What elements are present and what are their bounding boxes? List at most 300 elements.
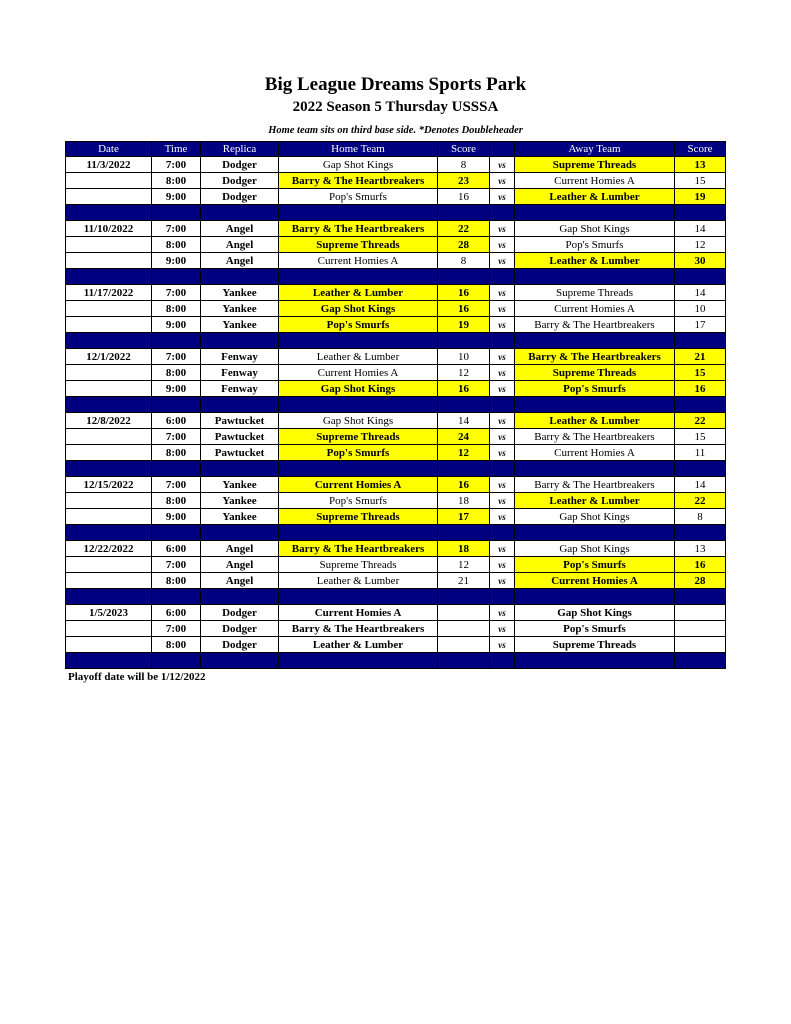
separator-cell <box>152 397 201 413</box>
away-team-cell: Leather & Lumber <box>515 413 675 429</box>
separator-cell <box>490 525 515 541</box>
vs-cell: vs <box>490 317 515 333</box>
separator-cell <box>66 333 152 349</box>
home-score-cell: 16 <box>438 301 490 317</box>
week-separator-row <box>66 269 726 285</box>
home-team-cell: Gap Shot Kings <box>279 157 438 173</box>
separator-cell <box>66 525 152 541</box>
away-score-cell: 14 <box>675 285 726 301</box>
week-separator-row <box>66 589 726 605</box>
home-score-cell: 18 <box>438 493 490 509</box>
away-score-cell: 15 <box>675 365 726 381</box>
home-score-cell <box>438 621 490 637</box>
game-replica-cell: Dodger <box>201 173 279 189</box>
home-team-cell: Supreme Threads <box>279 509 438 525</box>
away-team-cell: Pop's Smurfs <box>515 381 675 397</box>
away-team-cell: Supreme Threads <box>515 637 675 653</box>
separator-cell <box>152 205 201 221</box>
table-row <box>66 221 726 237</box>
separator-cell <box>279 269 438 285</box>
home-team-cell: Supreme Threads <box>279 429 438 445</box>
game-replica-cell: Dodger <box>201 637 279 653</box>
separator-cell <box>66 397 152 413</box>
vs-cell: vs <box>490 381 515 397</box>
game-time-cell: 9:00 <box>152 189 201 205</box>
schedule-body <box>66 157 726 669</box>
away-team-cell: Gap Shot Kings <box>515 605 675 621</box>
table-header-row <box>66 142 726 157</box>
game-time-cell: 7:00 <box>152 157 201 173</box>
separator-cell <box>438 333 490 349</box>
table-row <box>66 429 726 445</box>
separator-cell <box>515 397 675 413</box>
separator-cell <box>152 333 201 349</box>
table-row <box>66 285 726 301</box>
game-time-cell: 7:00 <box>152 557 201 573</box>
schedule-table <box>65 141 726 669</box>
game-replica-cell: Yankee <box>201 509 279 525</box>
separator-cell <box>66 589 152 605</box>
table-row <box>66 605 726 621</box>
game-time-cell: 8:00 <box>152 445 201 461</box>
column-header-home-score: Score <box>438 142 490 157</box>
home-team-cell: Barry & The Heartbreakers <box>279 541 438 557</box>
game-date-cell <box>66 493 152 509</box>
separator-cell <box>201 269 279 285</box>
away-score-cell: 28 <box>675 573 726 589</box>
column-header-replica: Replica <box>201 142 279 157</box>
home-score-cell: 24 <box>438 429 490 445</box>
home-team-cell: Gap Shot Kings <box>279 413 438 429</box>
home-team-cell: Barry & The Heartbreakers <box>279 621 438 637</box>
game-replica-cell: Yankee <box>201 477 279 493</box>
away-team-cell: Gap Shot Kings <box>515 541 675 557</box>
game-time-cell: 8:00 <box>152 365 201 381</box>
game-date-cell <box>66 189 152 205</box>
separator-cell <box>279 461 438 477</box>
game-time-cell: 7:00 <box>152 285 201 301</box>
game-time-cell: 8:00 <box>152 573 201 589</box>
game-date-cell <box>66 365 152 381</box>
game-time-cell: 6:00 <box>152 541 201 557</box>
game-time-cell: 8:00 <box>152 493 201 509</box>
away-score-cell: 22 <box>675 413 726 429</box>
vs-cell: vs <box>490 621 515 637</box>
separator-cell <box>675 653 726 669</box>
separator-cell <box>201 333 279 349</box>
separator-cell <box>152 525 201 541</box>
separator-cell <box>152 589 201 605</box>
vs-cell: vs <box>490 605 515 621</box>
game-replica-cell: Dodger <box>201 605 279 621</box>
vs-cell: vs <box>490 509 515 525</box>
separator-cell <box>152 653 201 669</box>
separator-cell <box>515 333 675 349</box>
away-team-cell: Barry & The Heartbreakers <box>515 477 675 493</box>
vs-cell: vs <box>490 477 515 493</box>
column-header-date: Date <box>66 142 152 157</box>
vs-cell: vs <box>490 445 515 461</box>
game-time-cell: 9:00 <box>152 317 201 333</box>
separator-cell <box>490 653 515 669</box>
game-replica-cell: Angel <box>201 573 279 589</box>
game-replica-cell: Yankee <box>201 285 279 301</box>
vs-cell: vs <box>490 413 515 429</box>
home-team-cell: Pop's Smurfs <box>279 493 438 509</box>
home-team-cell: Leather & Lumber <box>279 637 438 653</box>
table-row <box>66 173 726 189</box>
column-header-away-score: Score <box>675 142 726 157</box>
home-team-cell: Pop's Smurfs <box>279 317 438 333</box>
table-row <box>66 637 726 653</box>
vs-cell: vs <box>490 301 515 317</box>
game-date-cell <box>66 621 152 637</box>
game-date-cell: 11/10/2022 <box>66 221 152 237</box>
separator-cell <box>515 589 675 605</box>
column-header-away-team: Away Team <box>515 142 675 157</box>
game-replica-cell: Dodger <box>201 189 279 205</box>
vs-cell: vs <box>490 189 515 205</box>
game-time-cell: 8:00 <box>152 237 201 253</box>
separator-cell <box>438 269 490 285</box>
away-score-cell: 13 <box>675 541 726 557</box>
separator-cell <box>490 461 515 477</box>
separator-cell <box>438 653 490 669</box>
home-score-cell: 16 <box>438 189 490 205</box>
separator-cell <box>675 589 726 605</box>
home-team-cell: Supreme Threads <box>279 237 438 253</box>
away-team-cell: Supreme Threads <box>515 285 675 301</box>
game-time-cell: 8:00 <box>152 173 201 189</box>
away-team-cell: Gap Shot Kings <box>515 221 675 237</box>
separator-cell <box>201 653 279 669</box>
separator-cell <box>490 333 515 349</box>
separator-cell <box>279 205 438 221</box>
away-score-cell: 14 <box>675 477 726 493</box>
game-replica-cell: Fenway <box>201 349 279 365</box>
table-row <box>66 189 726 205</box>
away-score-cell: 16 <box>675 381 726 397</box>
away-team-cell: Current Homies A <box>515 301 675 317</box>
vs-cell: vs <box>490 173 515 189</box>
separator-cell <box>438 589 490 605</box>
game-time-cell: 7:00 <box>152 349 201 365</box>
away-score-cell: 22 <box>675 493 726 509</box>
separator-cell <box>438 397 490 413</box>
separator-cell <box>675 333 726 349</box>
home-team-cell: Gap Shot Kings <box>279 381 438 397</box>
game-date-cell <box>66 173 152 189</box>
away-team-cell: Current Homies A <box>515 445 675 461</box>
away-team-cell: Leather & Lumber <box>515 493 675 509</box>
vs-cell: vs <box>490 237 515 253</box>
home-score-cell: 16 <box>438 381 490 397</box>
separator-cell <box>201 205 279 221</box>
separator-cell <box>515 653 675 669</box>
game-replica-cell: Yankee <box>201 301 279 317</box>
vs-cell: vs <box>490 541 515 557</box>
table-row <box>66 157 726 173</box>
page-subtitle: 2022 Season 5 Thursday USSSA <box>292 99 499 115</box>
game-date-cell: 12/1/2022 <box>66 349 152 365</box>
away-score-cell: 15 <box>675 173 726 189</box>
away-team-cell: Supreme Threads <box>515 365 675 381</box>
away-team-cell: Pop's Smurfs <box>515 557 675 573</box>
game-replica-cell: Pawtucket <box>201 429 279 445</box>
home-team-cell: Current Homies A <box>279 477 438 493</box>
game-date-cell <box>66 381 152 397</box>
game-time-cell: 6:00 <box>152 605 201 621</box>
separator-cell <box>675 269 726 285</box>
game-date-cell <box>66 429 152 445</box>
separator-cell <box>675 525 726 541</box>
home-score-cell: 10 <box>438 349 490 365</box>
away-score-cell: 21 <box>675 349 726 365</box>
separator-cell <box>675 461 726 477</box>
away-score-cell: 12 <box>675 237 726 253</box>
home-team-cell: Leather & Lumber <box>279 285 438 301</box>
game-time-cell: 6:00 <box>152 413 201 429</box>
game-replica-cell: Dodger <box>201 621 279 637</box>
home-score-cell: 8 <box>438 157 490 173</box>
home-team-cell: Gap Shot Kings <box>279 301 438 317</box>
vs-cell: vs <box>490 221 515 237</box>
vs-cell: vs <box>490 365 515 381</box>
game-replica-cell: Yankee <box>201 317 279 333</box>
game-replica-cell: Angel <box>201 253 279 269</box>
table-row <box>66 621 726 637</box>
home-score-cell: 16 <box>438 477 490 493</box>
separator-cell <box>279 397 438 413</box>
table-row <box>66 301 726 317</box>
home-score-cell: 21 <box>438 573 490 589</box>
separator-cell <box>490 397 515 413</box>
home-score-cell <box>438 605 490 621</box>
separator-cell <box>490 269 515 285</box>
away-score-cell: 8 <box>675 509 726 525</box>
away-team-cell: Current Homies A <box>515 573 675 589</box>
separator-cell <box>515 269 675 285</box>
table-row <box>66 349 726 365</box>
separator-cell <box>490 205 515 221</box>
separator-cell <box>279 589 438 605</box>
table-row <box>66 477 726 493</box>
table-row <box>66 573 726 589</box>
separator-cell <box>201 589 279 605</box>
separator-cell <box>438 461 490 477</box>
vs-cell: vs <box>490 429 515 445</box>
separator-cell <box>66 653 152 669</box>
vs-cell: vs <box>490 493 515 509</box>
page-title: Big League Dreams Sports Park <box>264 74 527 95</box>
game-replica-cell: Angel <box>201 221 279 237</box>
table-row <box>66 541 726 557</box>
game-date-cell <box>66 237 152 253</box>
table-row <box>66 445 726 461</box>
table-row <box>66 557 726 573</box>
home-score-cell: 16 <box>438 285 490 301</box>
home-score-cell: 8 <box>438 253 490 269</box>
home-score-cell <box>438 637 490 653</box>
home-team-cell: Leather & Lumber <box>279 349 438 365</box>
away-team-cell: Barry & The Heartbreakers <box>515 429 675 445</box>
game-date-cell <box>66 509 152 525</box>
column-header-time: Time <box>152 142 201 157</box>
game-replica-cell: Fenway <box>201 381 279 397</box>
separator-cell <box>152 269 201 285</box>
game-date-cell: 11/17/2022 <box>66 285 152 301</box>
separator-cell <box>66 269 152 285</box>
game-replica-cell: Yankee <box>201 493 279 509</box>
separator-cell <box>515 461 675 477</box>
away-score-cell: 10 <box>675 301 726 317</box>
table-row <box>66 493 726 509</box>
away-score-cell: 14 <box>675 221 726 237</box>
away-score-cell: 15 <box>675 429 726 445</box>
vs-cell: vs <box>490 573 515 589</box>
game-replica-cell: Fenway <box>201 365 279 381</box>
week-separator-row <box>66 397 726 413</box>
home-team-cell: Current Homies A <box>279 605 438 621</box>
home-team-cell: Barry & The Heartbreakers <box>279 173 438 189</box>
home-score-cell: 18 <box>438 541 490 557</box>
separator-cell <box>279 525 438 541</box>
table-row <box>66 237 726 253</box>
separator-cell <box>438 205 490 221</box>
home-score-cell: 19 <box>438 317 490 333</box>
home-team-cell: Current Homies A <box>279 253 438 269</box>
game-time-cell: 7:00 <box>152 429 201 445</box>
game-replica-cell: Angel <box>201 237 279 253</box>
vs-cell: vs <box>490 285 515 301</box>
home-team-cell: Supreme Threads <box>279 557 438 573</box>
separator-cell <box>438 525 490 541</box>
game-date-cell <box>66 445 152 461</box>
separator-cell <box>201 397 279 413</box>
game-time-cell: 9:00 <box>152 253 201 269</box>
home-team-cell: Current Homies A <box>279 365 438 381</box>
away-score-cell <box>675 621 726 637</box>
game-time-cell: 9:00 <box>152 509 201 525</box>
game-time-cell: 7:00 <box>152 477 201 493</box>
away-team-cell: Barry & The Heartbreakers <box>515 349 675 365</box>
home-team-cell: Barry & The Heartbreakers <box>279 221 438 237</box>
week-separator-row <box>66 653 726 669</box>
game-date-cell <box>66 317 152 333</box>
away-score-cell: 13 <box>675 157 726 173</box>
column-header-home-team: Home Team <box>279 142 438 157</box>
vs-cell: vs <box>490 349 515 365</box>
game-date-cell: 1/5/2023 <box>66 605 152 621</box>
home-score-cell: 12 <box>438 557 490 573</box>
separator-cell <box>152 461 201 477</box>
separator-cell <box>66 205 152 221</box>
away-team-cell: Pop's Smurfs <box>515 237 675 253</box>
separator-cell <box>66 461 152 477</box>
table-row <box>66 317 726 333</box>
column-header-vs <box>490 142 515 157</box>
separator-cell <box>490 589 515 605</box>
home-team-cell: Pop's Smurfs <box>279 189 438 205</box>
game-date-cell: 12/22/2022 <box>66 541 152 557</box>
home-score-cell: 12 <box>438 365 490 381</box>
game-replica-cell: Angel <box>201 557 279 573</box>
game-date-cell: 11/3/2022 <box>66 157 152 173</box>
game-replica-cell: Dodger <box>201 157 279 173</box>
home-score-cell: 12 <box>438 445 490 461</box>
game-time-cell: 7:00 <box>152 621 201 637</box>
separator-cell <box>675 205 726 221</box>
away-team-cell: Barry & The Heartbreakers <box>515 317 675 333</box>
table-row <box>66 509 726 525</box>
home-score-cell: 14 <box>438 413 490 429</box>
game-date-cell: 12/8/2022 <box>66 413 152 429</box>
vs-cell: vs <box>490 557 515 573</box>
home-score-cell: 22 <box>438 221 490 237</box>
playoff-note: Playoff date will be 1/12/2022 <box>68 671 206 683</box>
table-row <box>66 381 726 397</box>
game-time-cell: 8:00 <box>152 301 201 317</box>
away-team-cell: Current Homies A <box>515 173 675 189</box>
week-separator-row <box>66 461 726 477</box>
away-team-cell: Pop's Smurfs <box>515 621 675 637</box>
game-date-cell: 12/15/2022 <box>66 477 152 493</box>
game-time-cell: 8:00 <box>152 637 201 653</box>
table-row <box>66 413 726 429</box>
game-date-cell <box>66 301 152 317</box>
away-team-cell: Supreme Threads <box>515 157 675 173</box>
game-time-cell: 9:00 <box>152 381 201 397</box>
separator-cell <box>201 461 279 477</box>
home-score-cell: 23 <box>438 173 490 189</box>
away-score-cell: 19 <box>675 189 726 205</box>
separator-cell <box>515 525 675 541</box>
game-replica-cell: Pawtucket <box>201 413 279 429</box>
table-row <box>66 253 726 269</box>
separator-cell <box>201 525 279 541</box>
home-score-cell: 17 <box>438 509 490 525</box>
week-separator-row <box>66 525 726 541</box>
separator-cell <box>279 333 438 349</box>
game-date-cell <box>66 253 152 269</box>
game-date-cell <box>66 573 152 589</box>
game-date-cell <box>66 557 152 573</box>
game-replica-cell: Angel <box>201 541 279 557</box>
home-team-cell: Leather & Lumber <box>279 573 438 589</box>
table-row <box>66 365 726 381</box>
game-date-cell <box>66 637 152 653</box>
away-score-cell: 11 <box>675 445 726 461</box>
home-score-cell: 28 <box>438 237 490 253</box>
separator-cell <box>515 205 675 221</box>
away-team-cell: Leather & Lumber <box>515 253 675 269</box>
vs-cell: vs <box>490 637 515 653</box>
separator-cell <box>675 397 726 413</box>
away-score-cell <box>675 637 726 653</box>
away-team-cell: Leather & Lumber <box>515 189 675 205</box>
home-team-cell: Pop's Smurfs <box>279 445 438 461</box>
away-score-cell: 17 <box>675 317 726 333</box>
week-separator-row <box>66 205 726 221</box>
away-team-cell: Gap Shot Kings <box>515 509 675 525</box>
vs-cell: vs <box>490 157 515 173</box>
away-score-cell: 30 <box>675 253 726 269</box>
away-score-cell: 16 <box>675 557 726 573</box>
schedule-note: Home team sits on third base side. *Denotes Doubleheader <box>268 125 523 136</box>
separator-cell <box>279 653 438 669</box>
vs-cell: vs <box>490 253 515 269</box>
week-separator-row <box>66 333 726 349</box>
